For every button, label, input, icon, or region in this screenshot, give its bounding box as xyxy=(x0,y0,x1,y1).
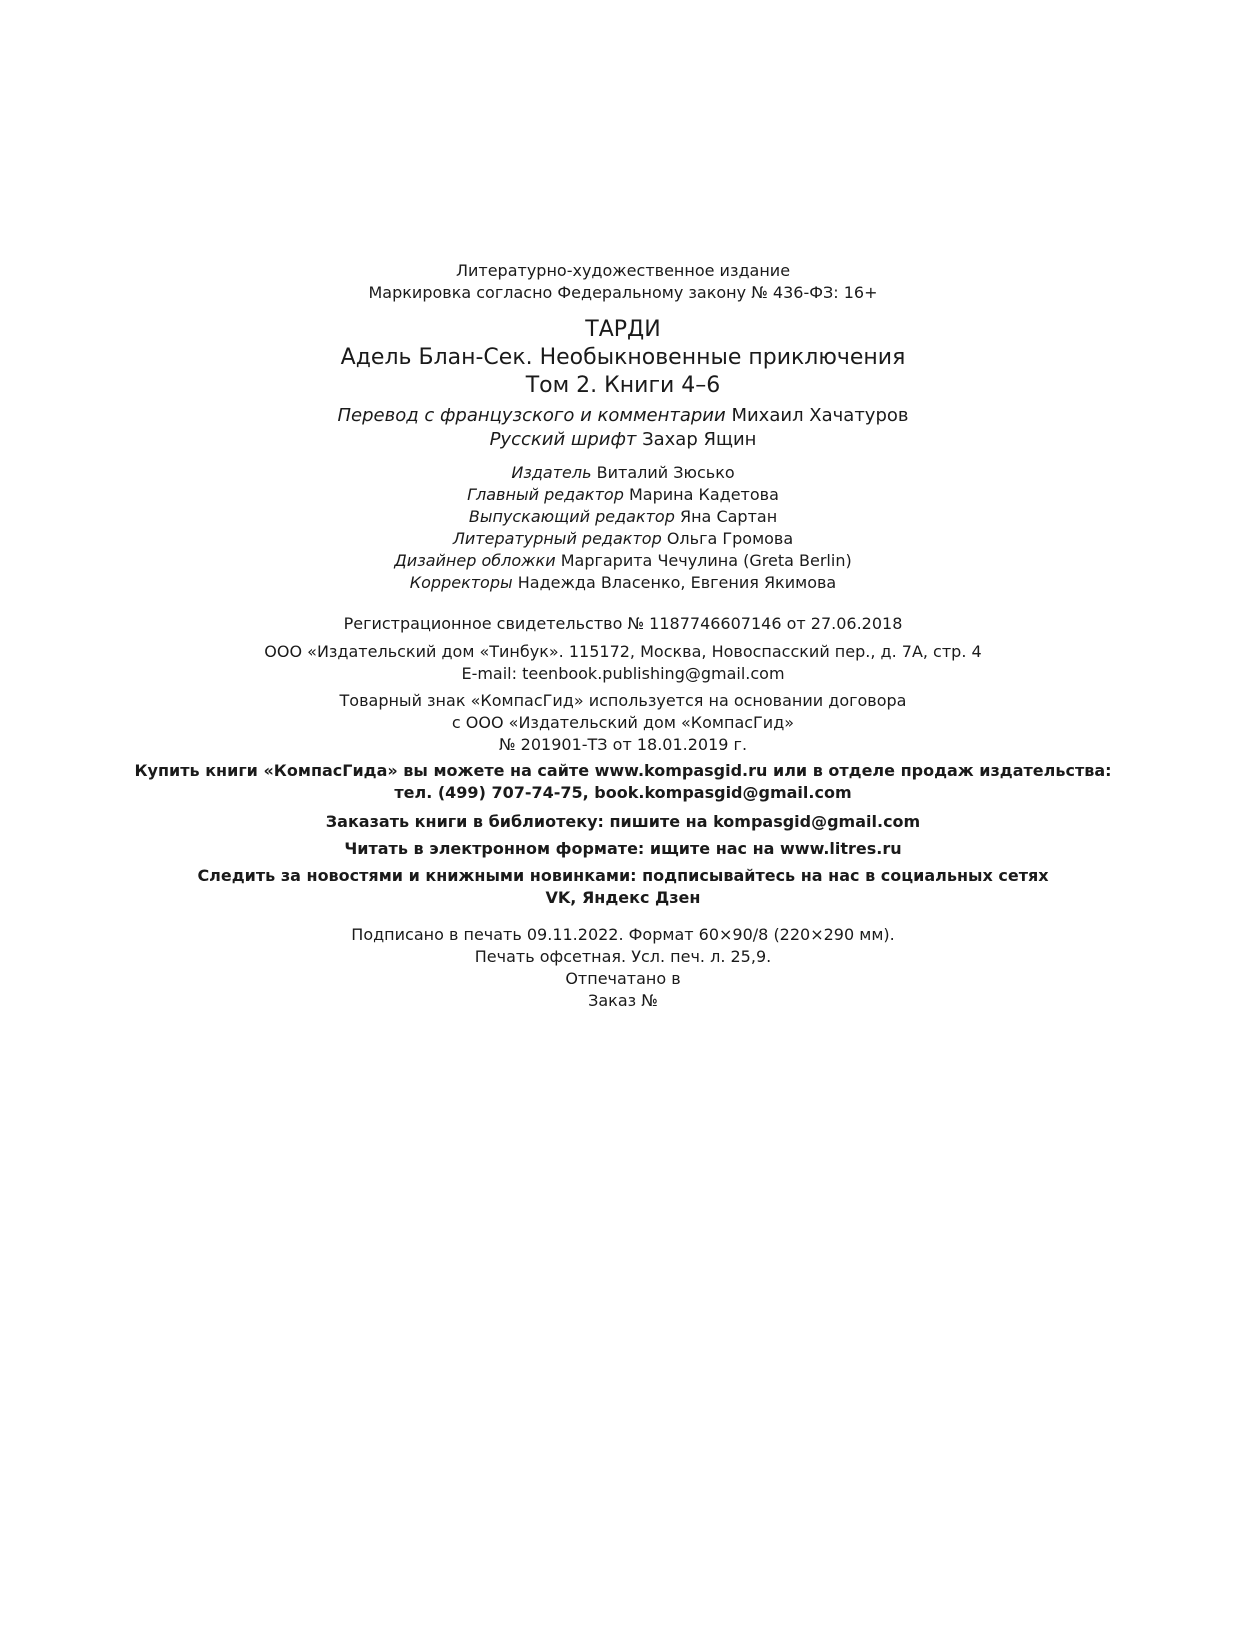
credit-role: Перевод с французского и комментарии xyxy=(337,405,726,426)
book-title-block xyxy=(0,316,1246,400)
publisher-info xyxy=(0,641,1246,685)
buy-info xyxy=(0,760,1246,804)
publisher-address: ООО «Издательский дом «Тинбук». 115172, Москва, Новоспасский пер., д. 7А, стр. 4 xyxy=(264,642,982,661)
trademark-line: Товарный знак «КомпасГид» используется на основании договора xyxy=(339,691,907,710)
credit-cover-designer xyxy=(0,550,1246,572)
book-title: Адель Блан-Сек. Необыкновенные приключения xyxy=(340,345,906,370)
registration-certificate xyxy=(0,613,1246,635)
social-line: Следить за новостями и книжными новинками: подписывайтесь на нас в социальных сетях xyxy=(197,866,1049,885)
credit-role: Выпускающий редактор xyxy=(468,507,675,526)
author-name: ТАРДИ xyxy=(585,317,661,342)
credit-name: Маргарита Чечулина (Greta Berlin) xyxy=(560,551,852,570)
credit-role: Дизайнер обложки xyxy=(394,551,556,570)
credit-publisher xyxy=(0,462,1246,484)
credit-name: Надежда Власенко, Евгения Якимова xyxy=(517,573,837,592)
credit-name: Марина Кадетова xyxy=(628,485,779,504)
credit-role: Литературный редактор xyxy=(452,529,662,548)
credit-name: Захар Ящин xyxy=(642,429,757,450)
print-signed: Подписано в печать 09.11.2022. Формат 60×90/8 (220×290 мм). xyxy=(351,925,895,944)
credit-role: Русский шрифт xyxy=(489,429,637,450)
print-info xyxy=(0,924,1246,1012)
trademark-info xyxy=(0,690,1246,756)
social-info xyxy=(0,865,1246,909)
credit-name: Яна Сартан xyxy=(679,507,778,526)
credit-name: Михаил Хачатуров xyxy=(731,405,909,426)
edition-header xyxy=(0,260,1246,304)
trademark-line: № 201901-ТЗ от 18.01.2019 г. xyxy=(498,735,748,754)
credit-name: Виталий Зюсько xyxy=(596,463,735,482)
credit-literary-editor xyxy=(0,528,1246,550)
translation-credits xyxy=(0,404,1246,452)
ebook-info xyxy=(0,838,1246,860)
registration-text: Регистрационное свидетельство № 1187746607146 от 27.06.2018 xyxy=(343,614,903,633)
library-info xyxy=(0,811,1246,833)
buy-contacts: тел. (499) 707-74-75, book.kompasgid@gmail.com xyxy=(394,783,852,802)
credit-translator xyxy=(0,404,1246,428)
credit-font xyxy=(0,428,1246,452)
credit-chief-editor xyxy=(0,484,1246,506)
buy-line: Купить книги «КомпасГида» вы можете на сайте www.kompasgid.ru или в отделе продаж издательства: xyxy=(134,761,1112,780)
print-order: Заказ № xyxy=(588,991,658,1010)
credit-name: Ольга Громова xyxy=(666,529,794,548)
library-text: Заказать книги в библиотеку: пишите на kompasgid@gmail.com xyxy=(325,812,921,831)
social-networks: VK, Яндекс Дзен xyxy=(545,888,701,907)
credit-role: Корректоры xyxy=(409,573,513,592)
trademark-line: с ООО «Издательский дом «КомпасГид» xyxy=(451,713,795,732)
age-rating: Маркировка согласно Федеральному закону № 436-ФЗ: 16+ xyxy=(368,283,878,302)
staff-credits xyxy=(0,462,1246,594)
credit-proofreaders xyxy=(0,572,1246,594)
credit-managing-editor xyxy=(0,506,1246,528)
edition-type: Литературно-художественное издание xyxy=(455,261,791,280)
print-type: Печать офсетная. Усл. печ. л. 25,9. xyxy=(474,947,772,966)
credit-role: Издатель xyxy=(511,463,592,482)
credit-role: Главный редактор xyxy=(467,485,624,504)
ebook-text: Читать в электронном формате: ищите нас на www.litres.ru xyxy=(344,839,902,858)
print-printed-at: Отпечатано в xyxy=(565,969,681,988)
volume-info: Том 2. Книги 4–6 xyxy=(525,373,721,398)
publisher-email: E-mail: teenbook.publishing@gmail.com xyxy=(461,664,785,683)
